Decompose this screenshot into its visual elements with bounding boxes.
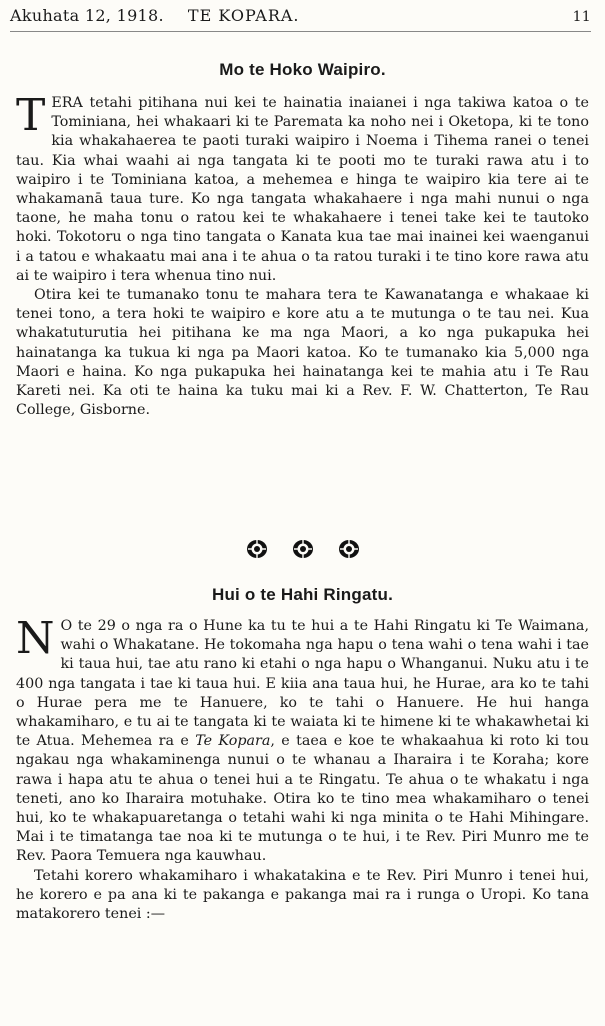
paragraph-text: ERA tetahi pitihana nui kei te hainatia inaianei i nga takiwa katoa o te Tominiana, hei whakaari ki te Paremata ka noho nei i Oketopa, ki te tono kia whakahaerea te paoti turaki waipiro i Noema i Tihema ranei o tenei tau. Kia whai waahi ai nga tangata ki te pooti mo te turaki rawa atu i to waipiro i te Tominiana katoa, a mehemea e hinga te waipiro kia tere ai te whakamanā taua ture. Ko nga tangata whakahaere i nga mahi nunui o nga taone, he maha tonu o ratou kei te whakahaere i tenei take kei te tautoko hoki. Tokotoru o nga tino tangata o Kanata kua tae mai inainei kei waenganui i a tatou e whakaatu mai ana i te ahua o ta ratou turaki i te tino kore rawa atu ai te waipiro i tera whenua tino nui.	[16, 95, 589, 284]
article-body-ringatu	[16, 613, 589, 924]
flower-ornament-icon	[245, 538, 269, 560]
article-paragraph: Tetahi korero whakamiharo i whakatakina e te Rev. Piri Munro i tenei hui, he korero e pa ana ki te pakanga e pakanga mai ra i runga o Uropi. Ko tana matakorero tenei :—	[16, 867, 589, 923]
flower-ornament-icon	[291, 538, 315, 560]
article-body-liquor	[16, 90, 589, 420]
flower-ornament-icon	[337, 538, 361, 560]
publication-name-italic: Te Kopara	[195, 733, 271, 750]
paragraph-text: O te 29 o nga ra o Hune ka tu te hui a te Hahi Ringatu ki Te Waimana, wahi o Whakatane. He tokomaha nga hapu o tena wahi o tena wahi i tae ki taua hui, tae atu rano ki etahi o nga hapu o Whanganui. Nuku atu i te 400 nga tangata i tae ki taua hui. E kiia ana taua hui, he Hurae, ara ko te tahi o Hurae pera me te Hanuere, ko te tahi o Hanuere. He hui hanga whakamiharo, e tu ai te tangata ki te waiata ki te himene ki te whakawhetai ki te Atua. Mehemea ra e	[16, 618, 589, 750]
drop-cap: N	[16, 613, 55, 664]
article-headline-ringatu: Hui o te Hahi Ringatu.	[211, 585, 393, 604]
page-number: 11	[572, 9, 591, 25]
issue-date: Akuhata 12, 1918.	[10, 6, 164, 25]
article-paragraph	[16, 90, 589, 286]
article-paragraph: Otira kei te tumanako tonu te mahara tera te Kawanatanga e whakaae ki tenei tono, a tera hoki te waipiro e kore atu a te mutunga o te tau nei. Kua whakatuturutia hei pitihana ke ma nga Maori, a ko nga pukapuka hei hainatanga ka tukua ki nga pa Maori katoa. Ko te tumanako kia 5,000 nga Maori e haina. Ko nga pukapuka hei hainatanga kei te mahia atu i Te Rau Kareti nei. Ka oti te haina ka tuku mai ki a Rev. F. W. Chatterton, Te Rau College, Gisborne.	[16, 287, 589, 419]
publication-title: TE KOPARA.	[187, 6, 300, 25]
paragraph-text: , e taea e koe te whakaahua ki roto ki tou ngakau nga whakaminenga nunui o te whanau a Iharaira i te Koraha; kore rawa i hapa atu te ahua o tenei hui a te Ringatu. Te ahua o te whakatu i nga teneti, ano ko Iharaira motuhake. Otira ko te tino mea whakamiharo o tenei hui, ko te whakapuaretanga o tetahi wahi ki nga minita o te Hahi Mihingare. Mai i te timatanga tae noa ki te mutunga o te hui, i te Rev. Piri Munro me te Rev. Paora Temuera nga kauwhau.	[16, 733, 589, 865]
section-divider	[0, 538, 605, 560]
article-paragraph	[16, 613, 589, 867]
article-headline-liquor: Mo te Hoko Waipiro.	[219, 60, 386, 79]
drop-cap: T	[16, 90, 46, 141]
running-header	[10, 6, 591, 32]
